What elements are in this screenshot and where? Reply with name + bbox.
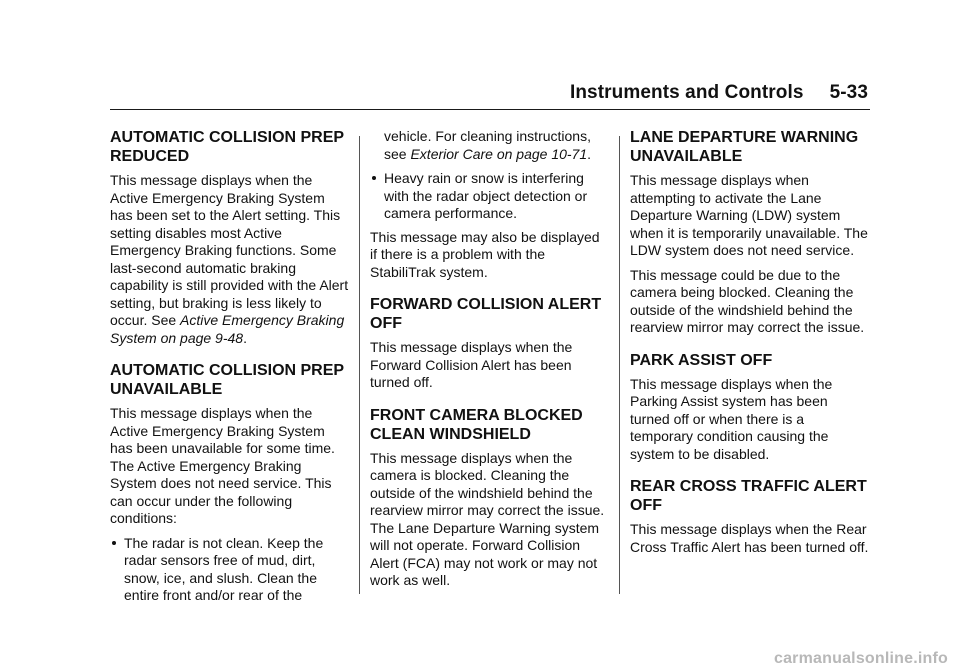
heading-park-assist-off: PARK ASSIST OFF (630, 351, 773, 369)
paragraph: This message could be due to the camera being blocked. Cleaning the outside of the windshield behind the rearview mirror may correct the issue. (630, 266, 865, 335)
bullet-icon (110, 535, 124, 605)
punctuation: . (243, 329, 247, 346)
column-2 (370, 128, 610, 597)
bullet-item (370, 170, 610, 223)
heading-rcta-off: REAR CROSS TRAFFIC ALERT OFF (630, 478, 867, 514)
bullet-text: Heavy rain or snow is interfering with the radar object detection or camera performance. (384, 170, 588, 221)
paragraph-text: This message displays when the Active Emergency Braking System has been set to the Alert setting. This setting disables most Active Emergency Braking functions. Some last-second automatic braking capability is still provided with the Alert setting, but braking is less likely to occur. See (110, 172, 349, 328)
paragraph: This message displays when the camera is blocked. Cleaning the outside of the windshield behind the rearview mirror may correct the issue. The Lane Departure Warning system will not operate. Forward Collision Alert (FCA) may not work or may not work as well. (370, 449, 605, 588)
watermark: carmanualsonline.info (773, 650, 948, 667)
bullet-continuation (370, 128, 610, 163)
bullet-icon (370, 170, 384, 223)
page-header (570, 82, 868, 104)
heading-fca-off: FORWARD COLLISION ALERT OFF (370, 296, 602, 332)
paragraph: This message displays when the Parking Assist system has been turned off or when there is a temporary condition causing the system to be disabled. (630, 375, 833, 462)
bullet-text: The radar is not clean. Keep the radar sensors free of mud, dirt, snow, ice, and slush. Clean the entire front and/or rear of the (124, 534, 324, 603)
paragraph: This message displays when the Rear Cross Traffic Alert has been turned off. (630, 521, 869, 555)
cross-reference: Active Emergency Braking System on page 9-48 (110, 312, 345, 346)
column-divider-2 (619, 136, 620, 594)
punctuation: . (587, 145, 592, 162)
paragraph: This message displays when attempting to activate the Lane Departure Warning (LDW) system when it is temporarily unavailable. The LDW system does not need service. (630, 172, 868, 258)
column-1 (110, 128, 350, 611)
page-number: 5-33 (829, 82, 868, 103)
paragraph: This message displays when the Active Emergency Braking System has been unavailable for some time. The Active Emergency Braking System does not need service. This can occur under the following conditions: (110, 405, 335, 526)
paragraph-text: vehicle. For cleaning instructions, see (384, 128, 591, 162)
paragraph (110, 172, 350, 347)
header-rule (110, 109, 870, 110)
paragraph: This message may also be displayed if there is a problem with the StabiliTrak system. (370, 228, 600, 280)
bullet-item (110, 535, 350, 605)
heading-front-camera-blocked: FRONT CAMERA BLOCKED CLEAN WINDSHIELD (370, 406, 583, 443)
paragraph: This message displays when the Forward Collision Alert has been turned off. (370, 339, 573, 390)
heading-ldw-unavailable: LANE DEPARTURE WARNING UNAVAILABLE (630, 129, 859, 165)
column-divider-1 (359, 136, 360, 594)
cross-reference: Exterior Care on page 10-71 (410, 145, 588, 162)
column-3 (630, 128, 870, 563)
heading-acp-reduced: AUTOMATIC COLLISION PREP REDUCED (110, 129, 344, 165)
heading-acp-unavailable: AUTOMATIC COLLISION PREP UNAVAILABLE (110, 362, 344, 398)
section-title: Instruments and Controls (569, 82, 804, 103)
